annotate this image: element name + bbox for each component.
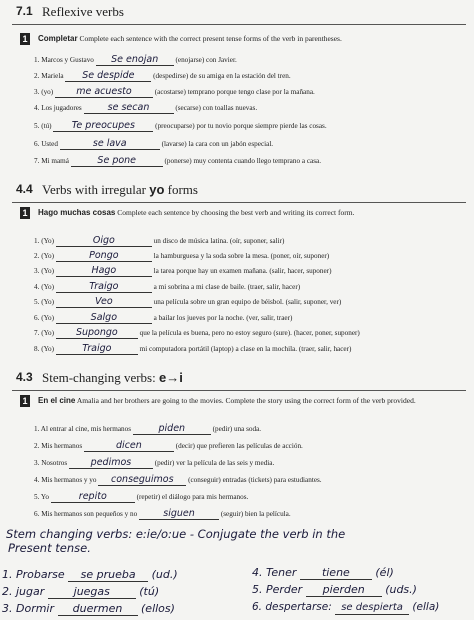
- answer-blank: pierden: [306, 584, 382, 597]
- answer-blank: me acuesto: [55, 87, 153, 98]
- exercise-line: 5. (tú) Te preocupes (preocuparse) por tu novio porque siempre pierde las cosas.: [34, 120, 327, 131]
- exercise-label: Completar: [38, 34, 78, 43]
- section-header-4-3: [12, 368, 466, 391]
- exercise-line: 5. (Yo) Veo una película sobre un gran equipo de béisbol. (salir, suponer, ver): [34, 296, 342, 307]
- answer-blank: Se pone: [71, 156, 163, 167]
- exercise-line: 6. Usted se lava (lavarse) la cara con un jabón especial.: [34, 138, 274, 149]
- answer-blank: Pongo: [56, 251, 152, 262]
- exercise-line: 4. Los jugadores se secan (secarse) con toallas nuevas.: [34, 102, 258, 113]
- answer-blank: Veo: [56, 297, 152, 308]
- exercise-line: 2. Mis hermanos dicen (decir) que prefieren las películas de acción.: [34, 440, 303, 451]
- exercise-line: 1. Al entrar al cine, mis hermanos piden (pedir) una soda.: [34, 423, 262, 434]
- answer-blank: se secan: [84, 103, 174, 114]
- exercise-line: 1. Marcos y Gustavo Se enojan (enojarse) con Javier.: [34, 54, 237, 65]
- section-header-4-4: [12, 180, 466, 203]
- exercise-label: Hago muchas cosas: [38, 208, 116, 217]
- answer-blank: siguen: [139, 509, 219, 520]
- answer-blank: Se despide: [65, 71, 151, 82]
- handwritten-item: 4. Tener tiene (él): [252, 566, 394, 579]
- answer-blank: Salgo: [56, 313, 152, 324]
- answer-blank: Supongo: [56, 328, 138, 339]
- answer-blank: duermen: [58, 603, 138, 616]
- instruction-text: Complete each sentence by choosing the best verb and writing its correct form.: [117, 208, 355, 217]
- answer-blank: repito: [51, 492, 135, 503]
- answer-blank: pedimos: [69, 458, 153, 469]
- answer-blank: conseguimos: [98, 475, 186, 486]
- handwritten-instructions: [6, 527, 345, 555]
- exercise-line: 4. (Yo) Traigo a mi sobrina a mi clase de baile. (traer, salir, hacer): [34, 281, 301, 292]
- exercise-line: 3. (Yo) Hago la tarea porque hay un examen mañana. (salir, hacer, suponer): [34, 265, 332, 276]
- exercise-instructions: [38, 34, 418, 44]
- section-number: 4.4: [16, 182, 33, 196]
- instruction-text: Complete each sentence with the correct present tense forms of the verb in parentheses.: [79, 34, 342, 43]
- exercise-line: 6. Mis hermanos son pequeños y no siguen (seguir) bien la película.: [34, 508, 291, 519]
- answer-blank: Oigo: [56, 236, 152, 247]
- section-header-7-1: [12, 2, 466, 25]
- answer-blank: juegas: [48, 586, 136, 599]
- section-number: 4.3: [16, 370, 33, 384]
- exercise-line: 7. Mi mamá Se pone (ponerse) muy contenta cuando llego temprano a casa.: [34, 155, 321, 166]
- handwritten-line: Present tense.: [8, 541, 91, 555]
- answer-blank: se lava: [60, 139, 160, 150]
- exercise-line: 1. (Yo) Oigo un disco de música latina. (oír, suponer, salir): [34, 235, 285, 246]
- exercise-line: 2. (Yo) Pongo la hamburguesa y la soda sobre la mesa. (poner, oír, suponer): [34, 250, 330, 261]
- handwritten-item: 5. Perder pierden (uds.): [252, 583, 417, 596]
- exercise-line: 7. (Yo) Supongo que la película es buena, pero no estoy seguro (sure). (hacer, poner, suponer): [34, 327, 360, 338]
- instruction-text: Amalia and her brothers are going to the movies. Complete the story using the correct form of the verb provided.: [76, 396, 416, 405]
- exercise-line: 3. Nosotros pedimos (pedir) ver la película de las seis y media.: [34, 457, 275, 468]
- exercise-line: 6. (Yo) Salgo a bailar los jueves por la noche. (ver, salir, traer): [34, 312, 293, 323]
- section-title: Reflexive verbs: [42, 4, 124, 19]
- answer-blank: Traigo: [56, 282, 152, 293]
- exercise-line: 3. (yo) me acuesto (acostarse) temprano porque tengo clase por la mañana.: [34, 86, 315, 97]
- answer-blank: Hago: [56, 266, 152, 277]
- answer-blank: se despierta: [335, 602, 409, 615]
- answer-blank: tiene: [300, 567, 372, 580]
- exercise-instructions: [38, 208, 418, 218]
- answer-blank: Se enojan: [96, 55, 174, 66]
- section-title: Verbs with irregular yo forms: [42, 182, 198, 197]
- exercise-number-badge: 1: [20, 33, 30, 45]
- handwritten-item: 6. despertarse: se despierta (ella): [252, 601, 440, 613]
- section-number: 7.1: [16, 4, 33, 18]
- answer-blank: se prueba: [68, 569, 148, 582]
- handwritten-line: Stem changing verbs: e:ie/o:ue - Conjugate the verb in the: [6, 527, 346, 541]
- exercise-label: En el cine: [38, 396, 76, 405]
- answer-blank: Traigo: [56, 344, 138, 355]
- exercise-number-badge: 1: [20, 207, 30, 219]
- exercise-line: 5. Yo repito (repetir) el diálogo para mis hermanos.: [34, 491, 249, 502]
- section-title: Stem-changing verbs: e→i: [42, 370, 183, 385]
- handwritten-item: 2. jugar juegas (tú): [2, 585, 160, 598]
- exercise-line: 4. Mis hermanos y yo conseguimos (conseguir) entradas (tickets) para estudiantes.: [34, 474, 322, 485]
- exercise-number-badge: 1: [20, 395, 30, 407]
- handwritten-item: 3. Dormir duermen (ellos): [2, 602, 175, 615]
- exercise-instructions: [38, 396, 418, 406]
- answer-blank: dicen: [84, 441, 174, 452]
- answer-blank: piden: [133, 424, 211, 435]
- handwritten-item: 1. Probarse se prueba (ud.): [2, 568, 178, 581]
- exercise-line: 8. (Yo) Traigo mi computadora portátil (laptop) a clase en la mochila. (traer, salir, hacer): [34, 343, 352, 354]
- exercise-line: 2. Mariela Se despide (despedirse) de su amiga en la estación del tren.: [34, 70, 291, 81]
- answer-blank: Te preocupes: [53, 121, 153, 132]
